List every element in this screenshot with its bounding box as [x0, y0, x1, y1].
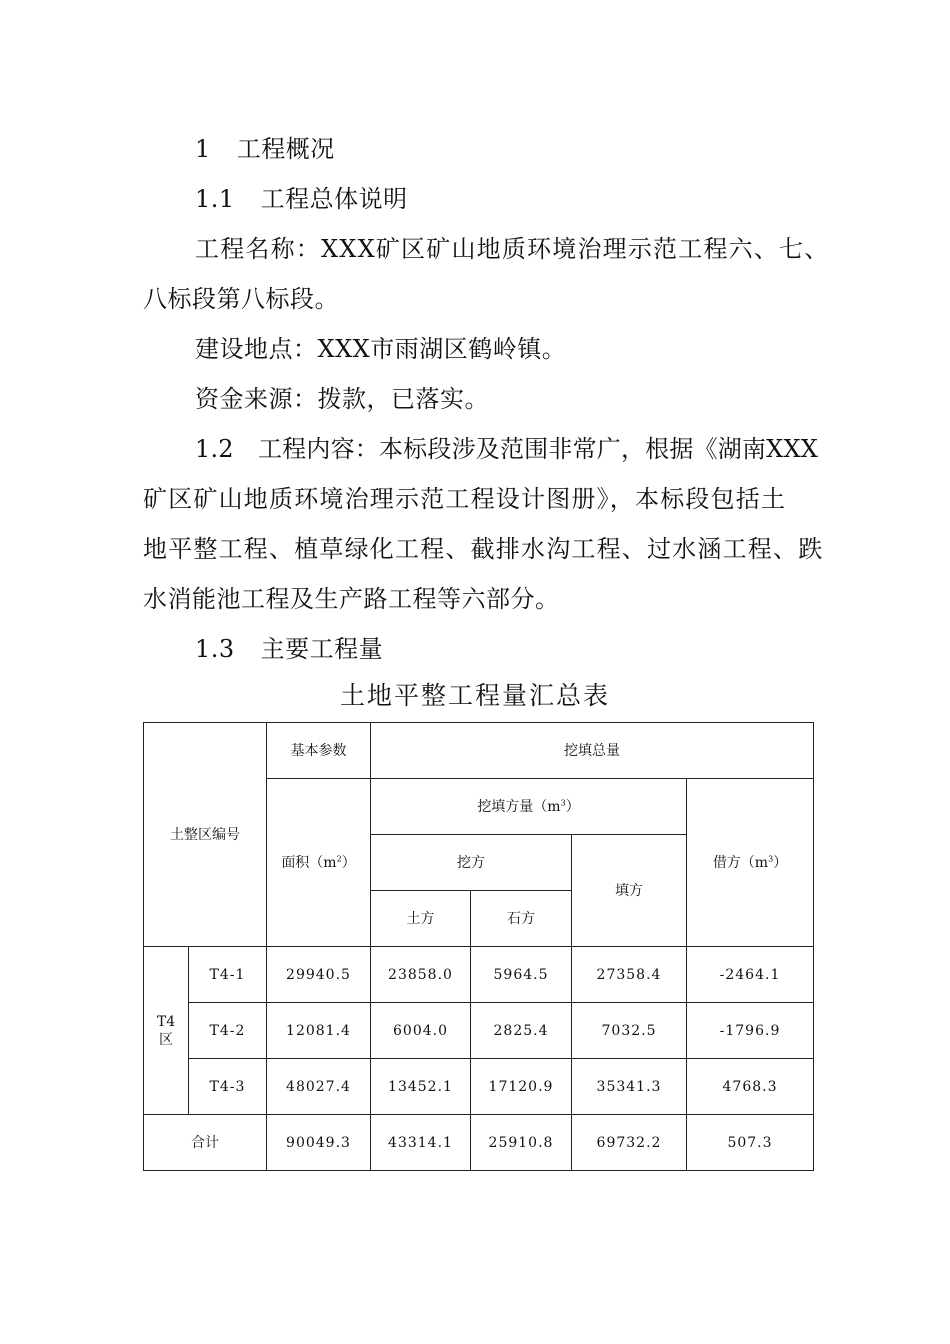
- heading-1-1-number: 1.1: [195, 185, 235, 213]
- heading-1-3-text: 主要工程量: [260, 635, 384, 663]
- header-stone: 石方: [471, 891, 572, 947]
- header-fill: 填方: [572, 835, 687, 947]
- header-borrow: 借方$(m^3)$: [687, 779, 814, 947]
- project-name-line2: 八标段第八标段。: [143, 285, 339, 313]
- content-line3: 地平整工程、植草绿化工程、截排水沟工程、过水涵工程、跌: [143, 535, 824, 563]
- total-borrow: 507.3: [687, 1115, 814, 1171]
- location-paragraph: 建设地点：XXX市雨湖区鹤岭镇。: [195, 335, 567, 363]
- heading-1-text: 工程概况: [236, 135, 335, 163]
- header-area: 面积$(m^2)$: [267, 779, 371, 947]
- row-fill: 27358.4: [572, 947, 687, 1003]
- content-line1: 1.2 工程内容：本标段涉及范围非常广，根据《湖南XXX: [195, 435, 819, 463]
- row-borrow: 4768.3: [687, 1059, 814, 1115]
- heading-1-1-text: 工程总体说明: [260, 185, 408, 213]
- total-label: 合计: [144, 1115, 267, 1171]
- row-area: 12081.4: [267, 1003, 371, 1059]
- heading-1-number: 1: [195, 135, 211, 163]
- row-id: T4-2: [189, 1003, 267, 1059]
- row-borrow: -1796.9: [687, 1003, 814, 1059]
- project-name-line1: 工程名称：XXX矿区矿山地质环境治理示范工程六、七、: [195, 235, 830, 263]
- table-row: [144, 947, 814, 1003]
- row-earth: 23858.0: [371, 947, 471, 1003]
- funding-paragraph: 资金来源：拨款，已落实。: [195, 385, 489, 413]
- row-earth: 6004.0: [371, 1003, 471, 1059]
- heading-1-3-number: 1.3: [195, 635, 235, 663]
- group-label: T4 区: [144, 947, 189, 1115]
- heading-1-1: [195, 184, 408, 214]
- row-area: 48027.4: [267, 1059, 371, 1115]
- header-earth: 土方: [371, 891, 471, 947]
- row-stone: 17120.9: [471, 1059, 572, 1115]
- content-line2: 矿区矿山地质环境治理示范工程设计图册》，本标段包括土: [143, 485, 787, 513]
- row-id: T4-3: [189, 1059, 267, 1115]
- row-fill: 7032.5: [572, 1003, 687, 1059]
- header-zone-id: 土整区编号: [144, 723, 267, 947]
- row-fill: 35341.3: [572, 1059, 687, 1115]
- row-stone: 2825.4: [471, 1003, 572, 1059]
- content-line4: 水消能池工程及生产路工程等六部分。: [143, 585, 560, 613]
- earthwork-summary-table: [143, 722, 814, 1171]
- heading-1-3: [195, 634, 383, 664]
- table-title: 土地平整工程量汇总表: [339, 681, 610, 710]
- header-basic-params: 基本参数: [267, 723, 371, 779]
- total-fill: 69732.2: [572, 1115, 687, 1171]
- total-stone: 25910.8: [471, 1115, 572, 1171]
- header-total: 挖填总量: [371, 723, 814, 779]
- header-cut-fill: 挖填方量$(m^3)$: [371, 779, 687, 835]
- row-id: T4-1: [189, 947, 267, 1003]
- row-stone: 5964.5: [471, 947, 572, 1003]
- heading-1: [195, 134, 335, 164]
- table-row: [144, 1003, 814, 1059]
- header-cut: 挖方: [371, 835, 572, 891]
- row-earth: 13452.1: [371, 1059, 471, 1115]
- row-borrow: -2464.1: [687, 947, 814, 1003]
- row-area: 29940.5: [267, 947, 371, 1003]
- total-row: [144, 1115, 814, 1171]
- total-area: 90049.3: [267, 1115, 371, 1171]
- total-earth: 43314.1: [371, 1115, 471, 1171]
- table-row: [144, 1059, 814, 1115]
